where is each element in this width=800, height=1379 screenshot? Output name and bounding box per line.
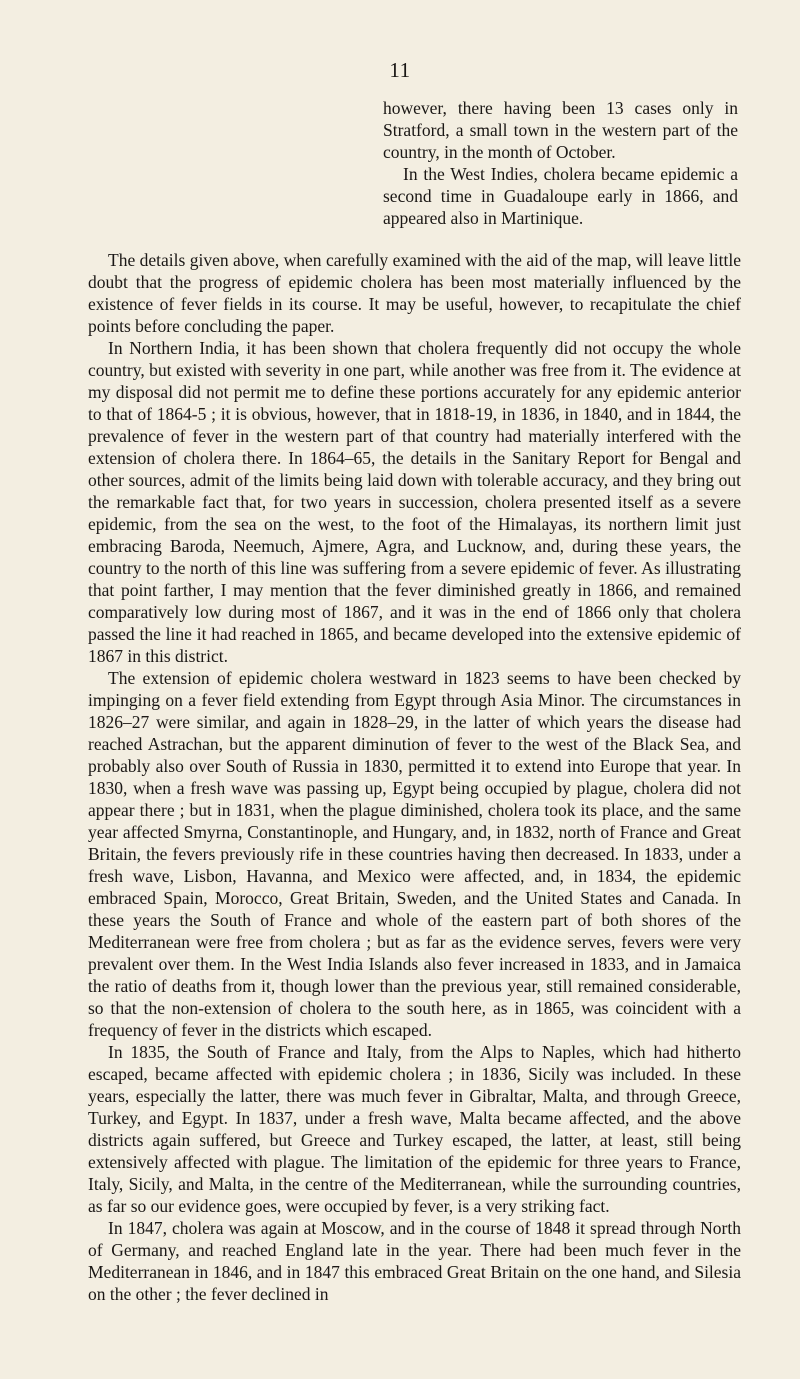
paragraph: however, there having been 13 cases only in Stratford, a small town in the western part of the country, in the month of October. <box>383 98 738 162</box>
paragraph: In Northern India, it has been shown that cholera frequently did not occupy the whole country, but existed with severity in one part, while another was free from it. The evidence at my disposal did not permit me to define these portions accurately for any epidemic anterior to that of 1864-5 ; it is obvious, however, that in 1818-19, in 1836, in 1840, and in 1844, the prevalence of fever in the western part of that country had materially interfered with the extension of cholera there. In 1864–65, the details in the Sanitary Report for Bengal and other sources, admit of the limits being laid down with tolerable accuracy, and they bring out the remarkable fact that, for two years in succession, cholera presented itself as a severe epidemic, from the sea on the west, to the foot of the Himalayas, its northern limit just embracing Baroda, Neemuch, Ajmere, Agra, and Lucknow, and, during these years, the country to the north of this line was suffering from a severe epidemic of fever. As illustrating that point farther, I may mention that the fever diminished greatly in 1866, and remained comparatively low during most of 1867, and it was in the end of 1866 only that cholera passed the line it had reached in 1865, and became developed into the extensive epidemic of 1867 in this district. <box>88 338 741 666</box>
right-column-text <box>383 97 738 229</box>
paragraph: The details given above, when carefully examined with the aid of the map, will leave little doubt that the progress of epidemic cholera has been most materially influenced by the existence of fever fields in its course. It may be useful, however, to recapitulate the chief points before concluding the paper. <box>88 250 741 336</box>
paragraph: In 1847, cholera was again at Moscow, and in the course of 1848 it spread through North of Germany, and reached England late in the year. There had been much fever in the Mediterranean in 1846, and in 1847 this embraced Great Britain on the one hand, and Silesia on the other ; the fever declined in <box>88 1218 741 1304</box>
body-text <box>88 249 741 1305</box>
paragraph: In 1835, the South of France and Italy, from the Alps to Naples, which had hitherto escaped, became affected with epidemic cholera ; in 1836, Sicily was included. In these years, especially the latter, there was much fever in Gibraltar, Malta, and through Greece, Turkey, and Egypt. In 1837, under a fresh wave, Malta became affected, and the above districts again suffered, but Greece and Turkey escaped, the latter, at least, still being extensively affected with plague. The limitation of the epidemic for three years to France, Italy, Sicily, and Malta, in the centre of the Mediterranean, while the surrounding countries, as far so our evidence goes, were occupied by fever, is a very striking fact. <box>88 1042 741 1216</box>
paragraph: In the West Indies, cholera became epidemic a second time in Guadaloupe early in 1866, and appeared also in Martinique. <box>383 164 738 228</box>
paragraph: The extension of epidemic cholera westward in 1823 seems to have been checked by impinging on a fever field extending from Egypt through Asia Minor. The circumstances in 1826–27 were similar, and again in 1828–29, in the latter of which years the disease had reached Astrachan, but the apparent diminution of fever to the west of the Black Sea, and probably also over South of Russia in 1830, permitted it to extend into Europe that year. In 1830, when a fresh wave was passing up, Egypt being occupied by plague, cholera did not appear there ; but in 1831, when the plague diminished, cholera took its place, and the same year affected Smyrna, Constantinople, and Hungary, and, in 1832, north of France and Great Britain, the fevers previously rife in these countries having then decreased. In 1833, under a fresh wave, Lisbon, Havanna, and Mexico were affected, and, in 1834, the epidemic embraced Spain, Morocco, Great Britain, Sweden, and the United States and Canada. In these years the South of France and whole of the eastern part of both shores of the Mediterranean were free from cholera ; but as far as the evidence serves, fevers were very prevalent over them. In the West India Islands also fever increased in 1833, and in Jamaica the ratio of deaths from it, though lower than the previous year, still remained considerable, so that the non-extension of cholera to the south here, as in 1865, was coincident with a frequency of fever in the districts which escaped. <box>88 668 741 1040</box>
page-number: 11 <box>389 58 411 82</box>
